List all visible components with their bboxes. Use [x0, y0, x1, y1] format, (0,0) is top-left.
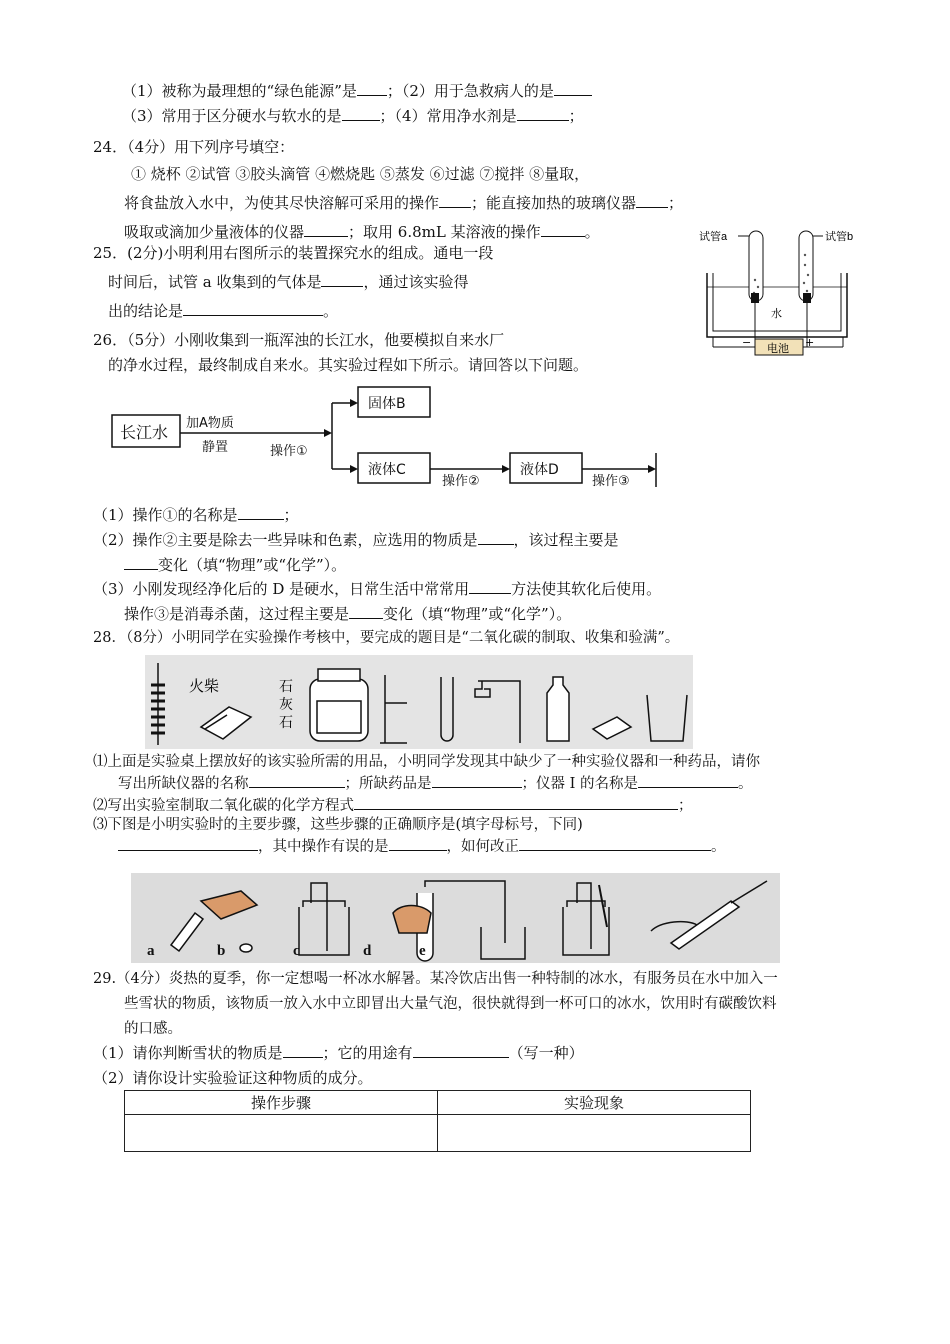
op3-label: 操作③ [592, 474, 630, 489]
matches-label: 火柴 [189, 677, 220, 695]
battery-label: 电池 [767, 342, 789, 355]
step-b-label: b [217, 943, 226, 959]
step-e-label: e [419, 943, 426, 959]
q24-title: 24．（4分）用下列序号填空： [93, 138, 295, 156]
q26-sub2b: 变化（填“物理”或“化学”）。 [124, 555, 346, 575]
q24-line3: 吸取或滴加少量液体的仪器 ；取用 6.8mL 某溶液的操作 。 [124, 223, 600, 241]
blank[interactable] [118, 836, 258, 851]
settle-label: 静置 [202, 440, 229, 455]
blank[interactable] [554, 81, 592, 96]
blank[interactable] [304, 222, 348, 237]
q24-line2: 将食盐放入水中，为使其尽快溶解可采用的操作 ；能直接加热的玻璃仪器 ； [124, 194, 684, 212]
blank[interactable] [249, 773, 345, 788]
tube-a-label: 试管a [699, 231, 728, 243]
blank[interactable] [183, 301, 323, 316]
blank[interactable] [413, 1043, 509, 1058]
header-operation-steps: 操作步骤 [125, 1091, 438, 1115]
blank[interactable] [283, 1043, 323, 1058]
q25-line3: 出的结论是 。 [108, 302, 339, 320]
q25-line2: 时间后，试管 a 收集到的气体是 ，通过该实验得 [108, 273, 469, 291]
blank[interactable] [469, 579, 511, 594]
liquid-d-label: 液体D [520, 462, 559, 478]
q28-line1: 28．（8分）小明同学在实验操作考核中，要完成的题目是“二氧化碳的制取、收集和验满”。 [93, 630, 680, 646]
experiment-steps-figure [131, 873, 780, 963]
limestone-label-1: 石 [279, 679, 293, 695]
q23-line2: （3）常用于区分硬水与软水的是 ；（4）常用净水剂是 ； [122, 107, 584, 125]
op1-label: 操作① [270, 444, 308, 459]
blank[interactable] [238, 505, 284, 520]
q26-line2: 的净水过程，最终制成自来水。其实验过程如下所示。请回答以下问题。 [108, 356, 589, 374]
blank[interactable] [389, 836, 447, 851]
blank[interactable] [432, 773, 522, 788]
limestone-label-3: 石 [279, 715, 293, 731]
water-purification-flowchart [110, 383, 670, 498]
q25-line1: 25．(2分)小明利用右图所示的装置探究水的组成。通电一段 [93, 244, 494, 262]
blank[interactable] [519, 836, 711, 851]
q26-sub4: 操作③是消毒杀菌，这过程主要是 变化（填“物理”或“化学”）。 [124, 605, 572, 623]
blank[interactable] [638, 773, 738, 788]
blank[interactable] [357, 81, 387, 96]
experiment-design-table [124, 1090, 751, 1152]
q26-sub3: （3）小刚发现经净化后的 D 是硬水，日常生活中常常用 方法使其软化后使用。 [93, 580, 662, 598]
blank[interactable] [124, 555, 158, 570]
blank[interactable] [636, 193, 668, 208]
header-phenomenon: 实验现象 [438, 1091, 751, 1115]
q24-options: ① 烧杯 ②试管 ③胶头滴管 ④燃烧匙 ⑤蒸发 ⑥过滤 ⑦搅拌 ⑧量取， [131, 165, 590, 183]
solid-b-label: 固体B [368, 396, 406, 412]
q28-sub3: ⑶下图是小明实验时的主要步骤，这些步骤的正确顺序是(填字母标号，下同) [93, 817, 583, 833]
blank[interactable] [349, 604, 383, 619]
q29-line1: 29.（4分）炎热的夏季，你一定想喝一杯冰水解暑。某冷饮店出售一种特制的冰水，有服务员在水中加入一 [93, 971, 778, 987]
step-a-label: a [147, 943, 155, 959]
q23-line1: （1）被称为最理想的“绿色能源”是 ；（2）用于急救病人的是 [122, 81, 592, 101]
op2-label: 操作② [442, 474, 480, 489]
q26-sub1: （1）操作①的名称是 ； [93, 506, 299, 524]
blank[interactable] [321, 272, 363, 287]
step-c-label: c [293, 943, 300, 959]
q28-sub1: ⑴上面是实验桌上摆放好的该实验所需的用品，小明同学发现其中缺少了一种实验仪器和一种药品，请你 [93, 754, 760, 770]
limestone-label-2: 灰 [279, 697, 293, 713]
q28-sub2: ⑵写出实验室制取二氧化碳的化学方程式 ； [93, 795, 693, 816]
electrolysis-apparatus-figure [693, 225, 863, 360]
step-d-label: d [363, 943, 372, 959]
add-a-label: 加A物质 [186, 416, 234, 431]
q26-line1: 26．（5分）小刚收集到一瓶浑浊的长江水，他要模拟自来水厂 [93, 331, 505, 349]
liquid-c-label: 液体C [368, 462, 406, 478]
q28-sub3b: ，其中操作有误的是 ，如何改正 。 [118, 836, 726, 857]
water-label: 水 [771, 307, 782, 320]
q28-sub1b: 写出所缺仪器的名称 ；所缺药品是 ；仪器 I 的名称是 。 [118, 773, 752, 794]
minus-sign: − [742, 336, 752, 349]
river-label: 长江水 [120, 423, 169, 442]
blank[interactable] [354, 795, 678, 810]
blank[interactable] [517, 106, 569, 121]
q29-sub1: （1）请你判断雪状的物质是 ；它的用途有 （写一种） [93, 1044, 584, 1062]
blank[interactable] [342, 106, 380, 121]
plus-sign: + [805, 336, 815, 349]
blank[interactable] [439, 193, 471, 208]
q29-line3: 的口感。 [124, 1021, 182, 1037]
blank[interactable] [478, 530, 514, 545]
q26-sub2: （2）操作②主要是除去一些异味和色素，应选用的物质是 ，该过程主要是 [93, 531, 619, 549]
blank[interactable] [541, 222, 585, 237]
q29-line2: 些雪状的物质，该物质一放入水中立即冒出大量气泡，很快就得到一杯可口的冰水，饮用时有碳酸饮料 [124, 996, 777, 1012]
q29-sub2: （2）请你设计实验验证这种物质的成分。 [93, 1069, 373, 1087]
cell-operation-steps[interactable] [125, 1115, 438, 1152]
lab-equipment-figure [145, 655, 693, 749]
tube-b-label: 试管b [825, 231, 854, 243]
cell-phenomenon[interactable] [438, 1115, 751, 1152]
